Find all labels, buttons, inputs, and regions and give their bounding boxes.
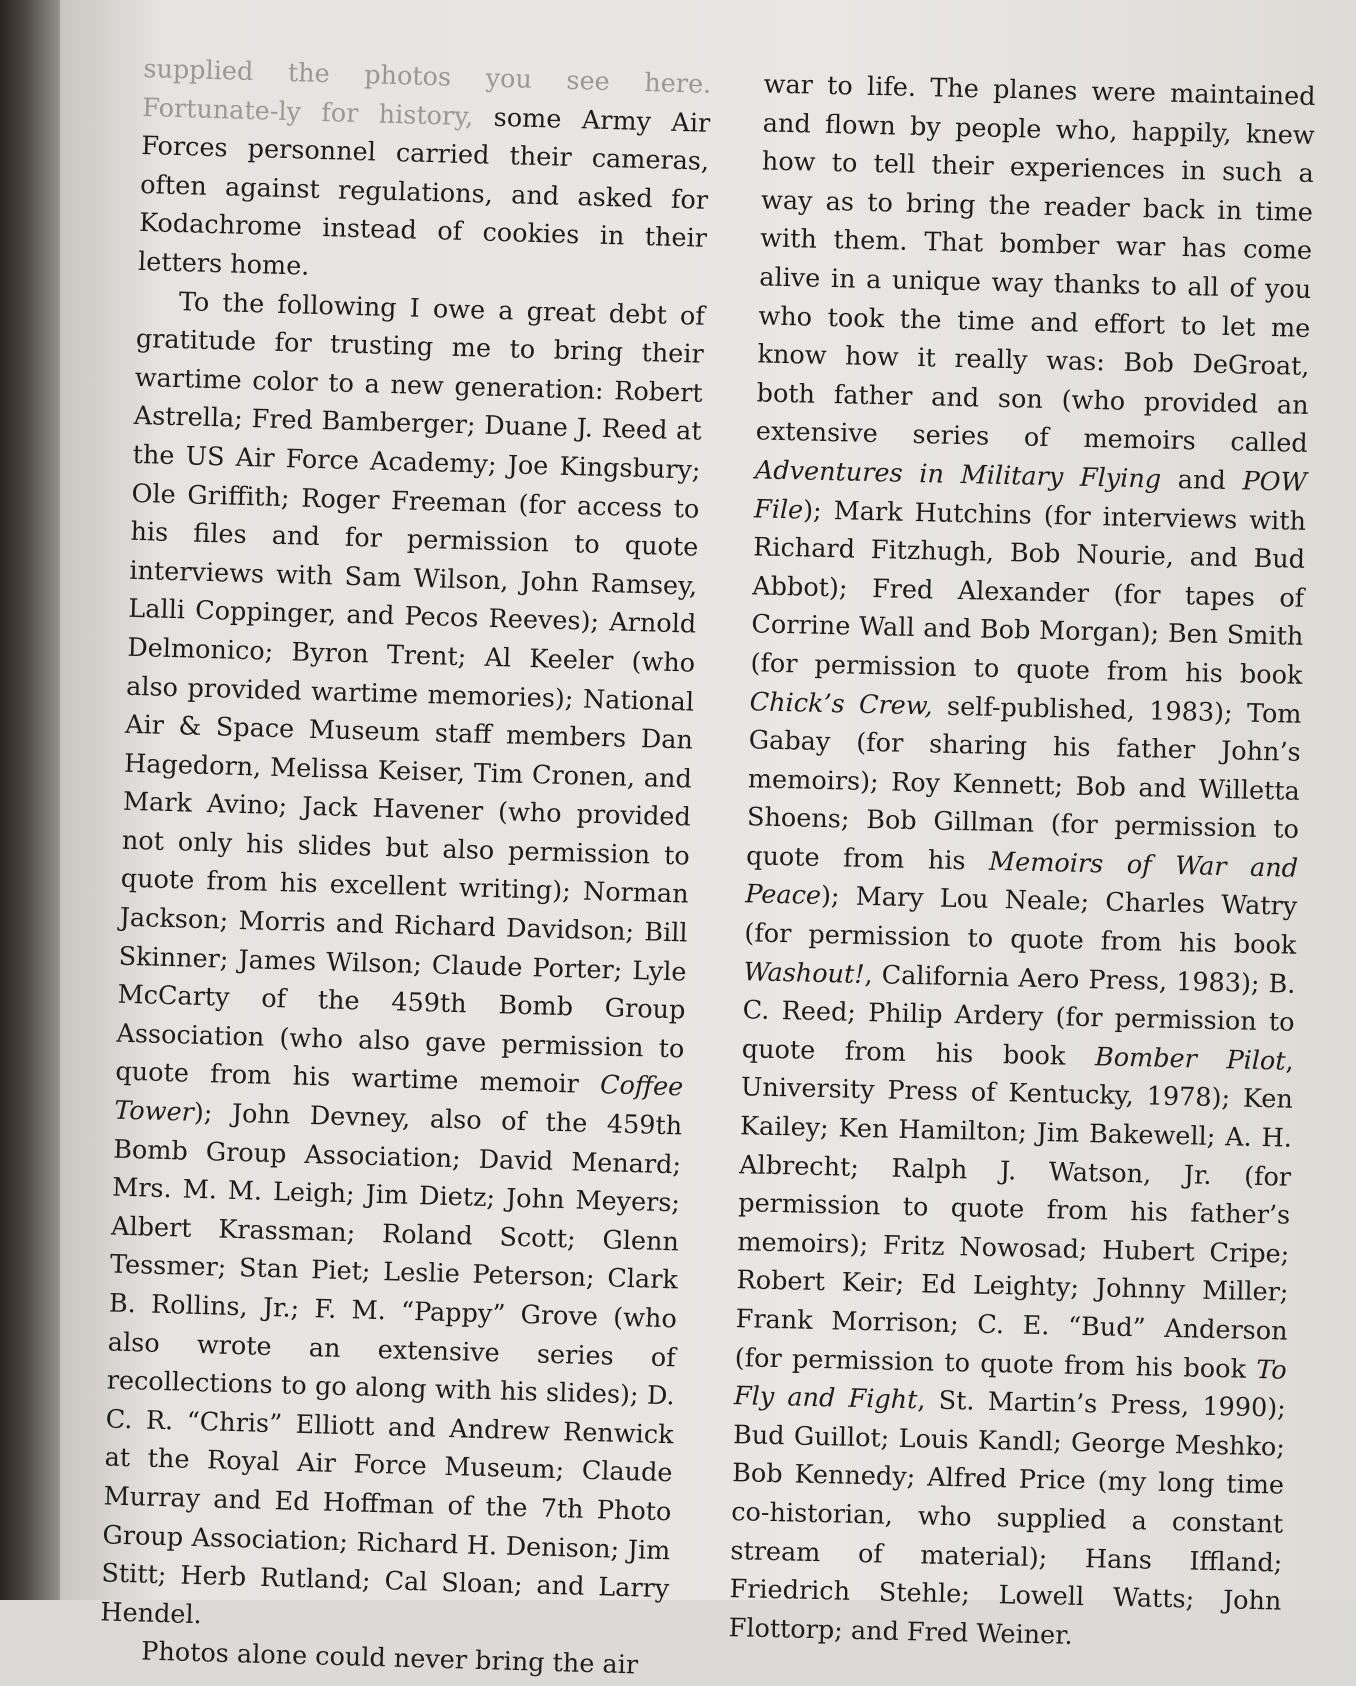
faded-text: supplied the photos you see here. Fortunate-ly for history, <box>141 53 712 132</box>
paragraph-war-to-life <box>728 65 1316 1659</box>
left-text-column <box>99 50 712 1686</box>
book-title: Chick’s Crew, <box>749 686 934 721</box>
paragraph-text: , University Press of Kentucky, 1978); Ken Kailey; Ken Hamilton; Jim Bakewell; A. H. Albrecht; Ralph J. Watson, Jr. (for permission to quote from his father’s memoirs); Fritz Nowosad; Hubert Cripe; Robert Keir; Ed Leighty; Johnny Miller; Frank Morrison; C. E. “Bud” Anderson (for permission to quote from his book <box>734 1046 1295 1385</box>
paragraph-photos-supplied <box>138 50 712 297</box>
book-page <box>60 0 1356 1681</box>
paragraph-text: ); Mark Hutchins (for interviews with Richard Fitzhugh, Bob Nourie, and Bud Abbot); Fred Alexander (for tapes of Corrine Wall and Bob Morgan); Ben Smith (for permission to quote from his book <box>750 495 1307 691</box>
paragraph-text: some Army Air Forces personnel carried their cameras, often against regulations, and asked for Kodachrome instead of cookies in their letters home. <box>137 101 711 282</box>
book-title: POW File <box>753 466 1308 526</box>
paragraph-photos-alone: Photos alone could never bring the air <box>140 1636 639 1681</box>
paragraph-text: , St. Martin’s Press, 1990); Bud Guillot; Louis Kandl; George Meshko; Bob Kennedy; Alfred Price (my long time co-historian, who supplied a constant stream of material); Hans Iffland; Friedrich Stehle; Lowell Watts; John Flottorp; and Fred Weiner. <box>728 1385 1287 1651</box>
paragraph-text: , California Aero Press, 1983); B. C. Reed; Philip Ardery (for permission to quote from his book <box>741 959 1296 1073</box>
book-title: Coffee Tower <box>113 1070 684 1128</box>
paragraph-text: ); Mary Lou Neale; Charles Watry (for permission to quote from his book <box>744 881 1298 961</box>
book-title: Memoirs of War and Peace <box>744 846 1299 912</box>
paragraph-acknowledgments <box>100 281 705 1647</box>
book-title: Adventures in Military Flying <box>754 455 1162 495</box>
right-text-column <box>728 65 1316 1659</box>
paragraph-text: war to life. The planes were maintained and flown by people who, happily, knew how to tell their experiences in such a way as to bring the reader back in time with them. That bomber war has come alive in a unique way thanks to all of you who took the time and effort to let me know how it really was: Bob DeGroat, both father and son (who provided an extensive series of memoirs called <box>755 69 1316 460</box>
paragraph-text: and <box>1160 464 1243 497</box>
book-title: Bomber Pilot <box>1094 1042 1286 1077</box>
paragraph-text: ); John Devney, also of the 459th Bomb Group Association; David Menard; Mrs. M. M. Leigh; Jim Dietz; John Meyers; Albert Krassman; Roland Scott; Glenn Tessmer; Stan Piet; Leslie Peterson; Clark B. Rollins, Jr.; F. M. “Pappy” Grove (who also wrote an extensive series of recollections to go along with his slides); D. C. R. “Chris” Elliott and Andrew Renwick at the Royal Air Force Museum; Claude Murray and Ed Hoffman of the 7th Photo Group Association; Richard H. Denison; Jim Stitt; Herb Rutland; Cal Sloan; and Larry Hendel. <box>99 1097 683 1630</box>
paragraph-text: self-published, 1983); Tom Gabay (for sharing his father John’s memoirs); Roy Kennett; Bob and Willetta Shoens; Bob Gillman (for permission to quote from his <box>745 690 1302 877</box>
paragraph-text: To the following I owe a great debt of gratitude for trusting me to bring their wartime color to a new generation: Robert Astrella; Fred Bamberger; Duane J. Reed at the US Air Force Academy; Joe Kingsbury; Ole Griffith; Roger Freeman (for access to his files and for permission to quote interviews with Sam Wilson, John Ramsey, Lalli Coppinger, and Pecos Reeves); Arnold Delmonico; Byron Trent; Al Keeler (who also provided wartime memories); National Air & Space Museum staff members Dan Hagedorn, Melissa Keiser, Tim Cronen, and Mark Avino; Jack Havener (who provided not only his slides but also permission to quote from his excellent writing); Norman Jackson; Morris and Richard Davidson; Bill Skinner; James Wilson; Claude Porter; Lyle McCarty of the 459th Bomb Group Association (who also gave permission to quote from his wartime memoir <box>115 286 706 1101</box>
book-title: To Fly and Fight <box>733 1354 1288 1416</box>
book-title: Washout! <box>743 956 865 990</box>
